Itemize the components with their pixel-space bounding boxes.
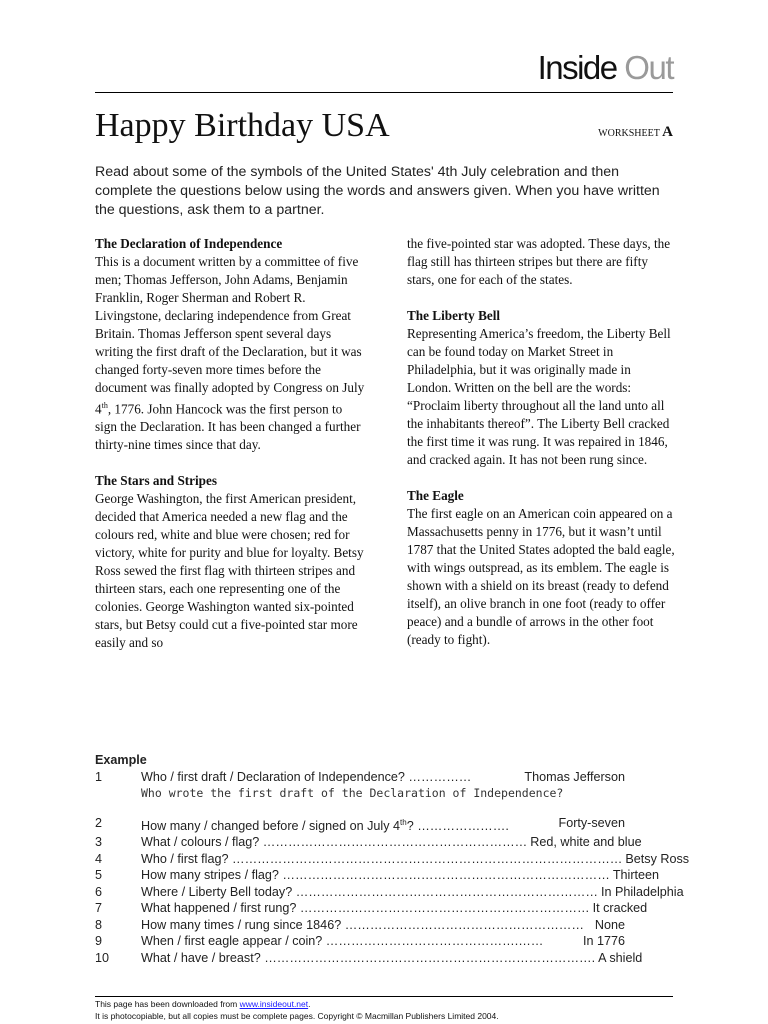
question-prompt-part1: How many / changed before / signed on July 4 [141, 818, 401, 833]
brand-part-out: Out [624, 49, 673, 86]
question-row [95, 851, 690, 868]
text-declaration-part1: This is a document written by a committee of five men; Thomas Jefferson, John Adams, Benjamin Franklin, Roger Sherman and Robert R. Livingstone, declaring independence from Great Britain. Thomas Jefferson spent several days writing the first draft of the Declaration, but it was changed forty-seven more times before the document was finally adopted by Congress on July 4 [95, 254, 365, 417]
footer-line-1 [95, 998, 695, 1010]
question-answer: Forty-seven [558, 815, 625, 830]
question-answer: Red, white and blue [530, 835, 642, 850]
question-answer: None [594, 917, 625, 932]
question-answer: Thirteen [612, 868, 660, 883]
text-declaration-part2: , 1776. John Hancock was the first person to sign the Declaration. It has been changed a further thirty-nine times since that day. [95, 401, 361, 453]
question-number: 2 [95, 815, 103, 830]
question-row [95, 884, 684, 901]
question-number: 6 [95, 884, 103, 899]
example-heading: Example [95, 753, 147, 767]
question-row [95, 867, 660, 884]
left-column [95, 235, 365, 670]
exercise-section [95, 752, 690, 966]
text-stars-stripes-continued: the five-pointed star was adopted. These days, the flag still has thirteen stripes but there are fifty stars, one for each of the states. [407, 236, 671, 287]
question-number: 10 [95, 950, 110, 965]
question-number: 9 [95, 934, 103, 949]
model-answer: Who wrote the first draft of the Declaration of Independence? [141, 786, 564, 800]
text-liberty-bell: Representing America’s freedom, the Liberty Bell can be found today on Market Street in Philadelphia, but it was originally made in London. Written on the bell are the words: “Proclaim liberty throughout all the land unto all the inhabitants thereof”. The Liberty Bell cracked the first time it was rung. It was repaired in 1846, and cracked again. It has not been rung since. [407, 326, 671, 467]
page-title: Happy Birthday USA [95, 107, 390, 144]
question-row [95, 950, 643, 967]
question-answer: It cracked [592, 901, 648, 916]
right-column [407, 235, 677, 667]
bottom-divider [95, 996, 673, 997]
question-answer: Thomas Jefferson [524, 769, 625, 784]
intro-text: Read about some of the symbols of the United States' 4th July celebration and then complete the questions below using the words and answers given. When you have written the questions, ask them to a partner. [95, 164, 660, 218]
text-eagle: The first eagle on an American coin appeared on a Massachusetts penny in 1776, but it wasn’t until 1787 that the United States adopted the bald eagle, with wings outspread, as its emblem. The eagle is shown with a shield on its breast (ready to defend itself), an olive branch in one foot (ready to offer peace) and a bundle of arrows in the other foot (ready to fight). [407, 506, 675, 647]
question-prompt: How many times / rung since 1846? ………………………………………………… [141, 917, 584, 932]
question-prompt: Where / Liberty Bell today? ……………………………………………………………… [141, 884, 598, 899]
question-prompt: What / have / breast? ……………………………………………………………………. [141, 950, 596, 965]
heading-stars-stripes: The Stars and Stripes [95, 473, 218, 489]
question-row [95, 933, 625, 950]
question-row [95, 815, 625, 835]
question-number: 8 [95, 917, 103, 932]
worksheet-word: WORKSHEET [598, 128, 660, 139]
insideout-link[interactable]: www.insideout.net [239, 999, 309, 1009]
question-answer: A shield [598, 950, 643, 965]
question-answer: In 1776 [582, 934, 625, 949]
question-answer: In Philadelphia [600, 884, 684, 899]
question-number: 4 [95, 851, 103, 866]
worksheet-label [598, 124, 673, 141]
question-prompt: What happened / first rung? …………………………………………………………… [141, 901, 590, 916]
question-row [95, 917, 625, 934]
heading-declaration: The Declaration of Independence [95, 236, 283, 251]
question-number: 7 [95, 901, 103, 916]
text-declaration-sup: th [101, 401, 108, 410]
heading-liberty-bell: The Liberty Bell [407, 308, 501, 323]
question-row [95, 834, 642, 851]
question-number: 5 [95, 868, 103, 883]
question-prompt: Who / first flag? ………………………………………………………………………………… [141, 851, 623, 866]
question-row [95, 769, 625, 786]
footer-period: . [308, 999, 311, 1009]
question-prompt-part2: ? …………………. [406, 818, 509, 833]
text-stars-stripes: George Washington, the first American president, decided that America needed a new flag and the colours red, white and blue were chosen; red for victory, white for purity and blue for loyalty. Betsy Ross sewed the first flag with thirteen stripes and thirteen stars, each one representing one of the colonies. George Washington wanted six-pointed stars, but Betsy could cut a five-pointed star more easily and so [95, 491, 364, 651]
question-answer: Betsy Ross [625, 851, 690, 866]
question-number: 3 [95, 835, 103, 850]
question-prompt: What / colours / flag? ……………………………………………………… [141, 835, 528, 850]
question-number: 1 [95, 769, 103, 784]
question-row [95, 900, 648, 917]
footer-download-text: This page has been downloaded from [95, 999, 240, 1009]
brand-logo [538, 50, 673, 86]
worksheet-letter: A [662, 124, 673, 140]
heading-eagle: The Eagle [407, 488, 464, 503]
footer-copyright: It is photocopiable, but all copies must be complete pages. Copyright © Macmillan Publishers Limited 2004. [95, 1011, 499, 1021]
question-prompt: Who / first draft / Declaration of Independence? …………… [141, 769, 472, 784]
question-prompt-sup: th [400, 817, 407, 827]
brand-part-inside: Inside [537, 49, 617, 86]
question-prompt: How many stripes / flag? …………………………………………………………………… [141, 868, 610, 883]
question-prompt: When / first eagle appear / coin? ……………………………………….…… [141, 934, 544, 949]
top-divider [95, 92, 673, 93]
question-prompt [141, 815, 556, 835]
text-declaration [95, 253, 365, 454]
footer [95, 998, 695, 1022]
